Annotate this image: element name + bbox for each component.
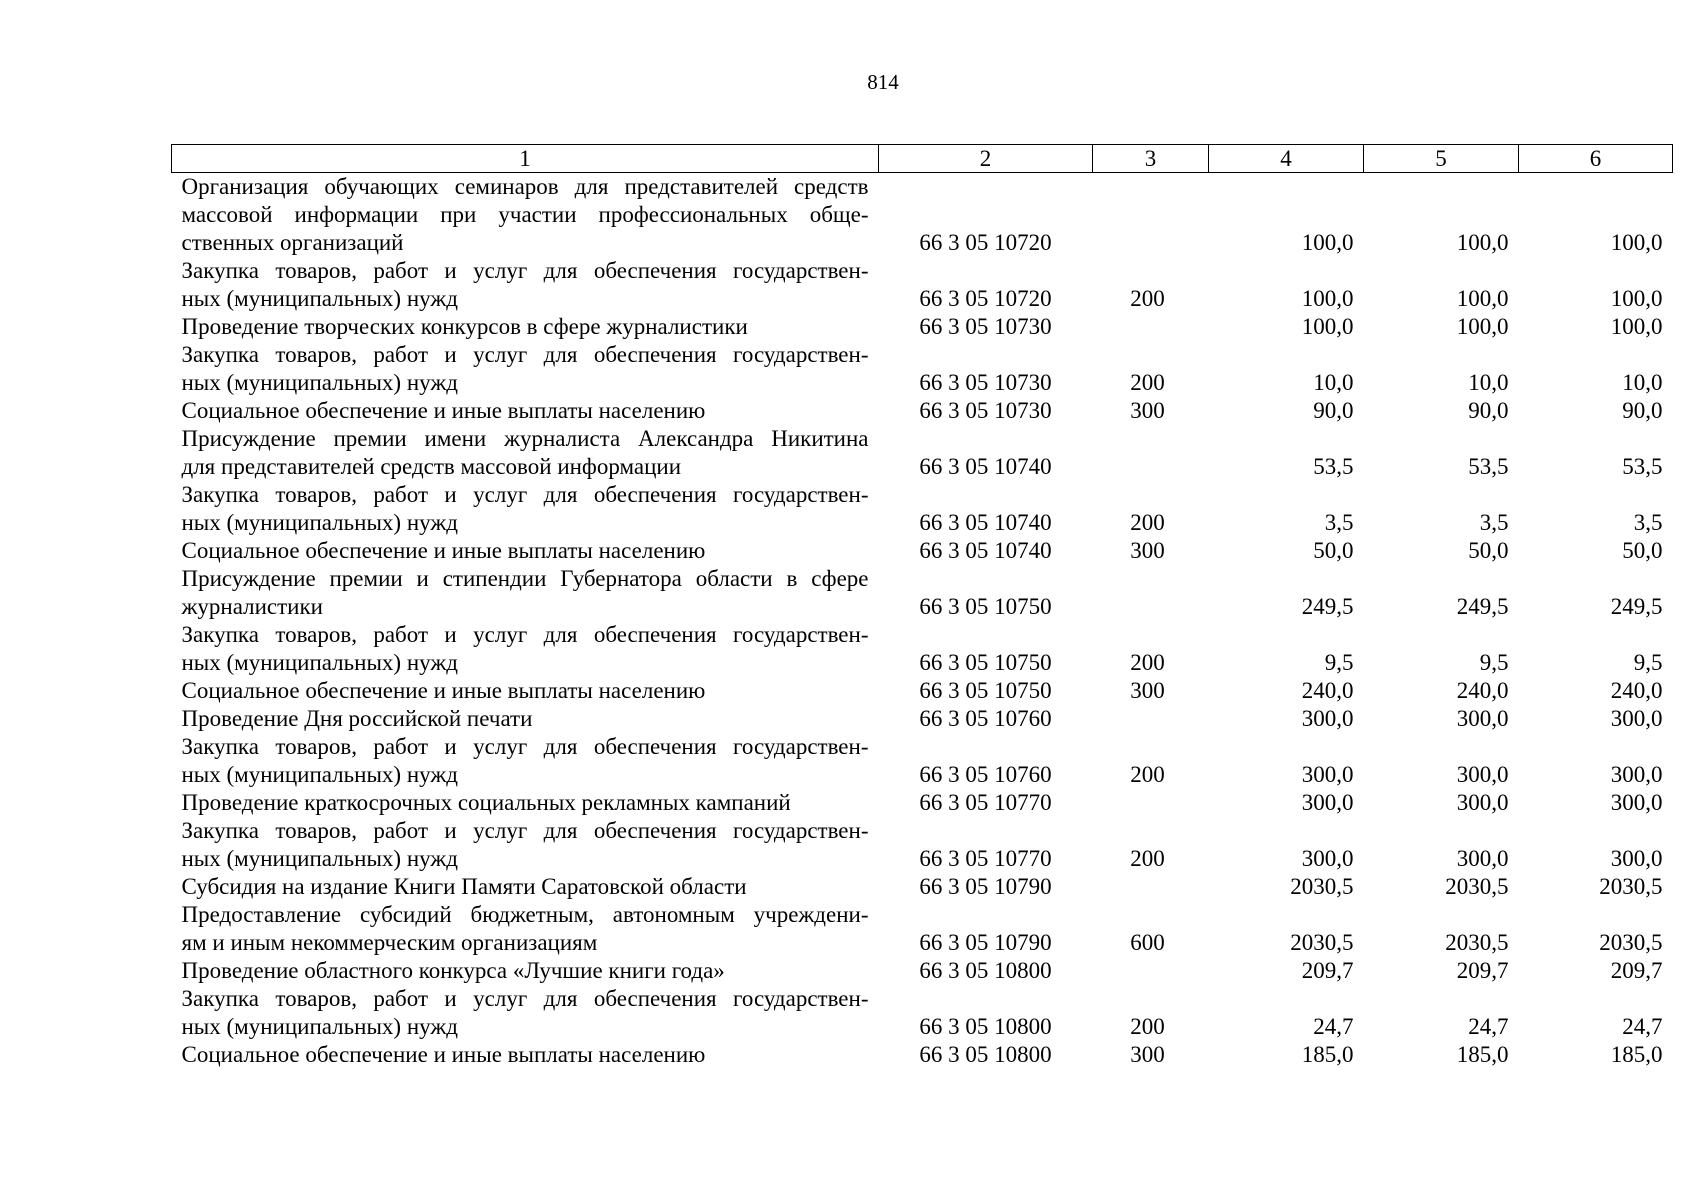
row-name-line: для представителей средств массовой информации: [181, 454, 682, 479]
table-row: [172, 425, 1673, 481]
row-name: [172, 257, 879, 313]
row-name: [172, 173, 879, 258]
row-value-col-5: 10,0: [1468, 370, 1509, 395]
row-value-col-6: 300,0: [1610, 790, 1663, 815]
table-row: [172, 789, 1673, 817]
row-name-line: ных (муниципальных) нужд: [181, 846, 458, 871]
row-value-col-6: 24,7: [1622, 1014, 1663, 1039]
table-row: [172, 481, 1673, 537]
row-code: 66 3 05 10740: [919, 510, 1052, 535]
row-name: [172, 901, 879, 957]
row-value-col-5: 300,0: [1456, 790, 1509, 815]
row-value-col-4: 24,7: [1313, 1014, 1354, 1039]
row-value-col-6: 2030,5: [1599, 930, 1663, 955]
row-value-col-5: 100,0: [1456, 286, 1509, 311]
row-name: [172, 677, 879, 705]
row-value-col-6: 2030,5: [1599, 874, 1663, 899]
row-value-col-4: 300,0: [1301, 846, 1354, 871]
row-name-line: Присуждение премии и стипендии Губернатора области в сфере: [181, 566, 869, 591]
row-name-line: Организация обучающих семинаров для представителей средств: [181, 174, 869, 199]
row-name-line: ям и иным некоммерческим организациям: [181, 930, 598, 955]
row-value-col-5: 3,5: [1479, 510, 1509, 535]
row-value-col-4: 2030,5: [1290, 874, 1354, 899]
row-value-col-4: 300,0: [1301, 762, 1354, 787]
row-expense-type: 200: [1130, 1014, 1165, 1039]
row-expense-type: 300: [1130, 1042, 1165, 1067]
row-code: 66 3 05 10790: [919, 930, 1052, 955]
row-value-col-4: 50,0: [1313, 538, 1354, 563]
row-value-col-5: 300,0: [1456, 846, 1509, 871]
table-row: [172, 677, 1673, 705]
row-value-col-4: 100,0: [1301, 230, 1354, 255]
row-name-line: ных (муниципальных) нужд: [181, 650, 458, 675]
page-number: 814: [867, 70, 899, 94]
row-value-col-5: 2030,5: [1445, 874, 1509, 899]
row-value-col-4: 9,5: [1324, 650, 1354, 675]
row-value-col-4: 249,5: [1301, 594, 1354, 619]
header-col-2: 2: [879, 145, 1093, 173]
row-name: [172, 817, 879, 873]
row-name: [172, 565, 879, 621]
row-name-line: Закупка товаров, работ и услуг для обеспечения государствен-: [181, 342, 869, 367]
table-row: [172, 985, 1673, 1041]
row-name: [172, 1041, 879, 1069]
row-value-col-5: 240,0: [1456, 678, 1509, 703]
row-value-col-5: 300,0: [1456, 762, 1509, 787]
row-expense-type: 600: [1130, 930, 1165, 955]
row-name: [172, 481, 879, 537]
row-expense-type: 200: [1130, 510, 1165, 535]
row-expense-type: [1093, 173, 1209, 258]
row-name: [172, 425, 879, 481]
row-expense-type: 300: [1130, 538, 1165, 563]
row-name: [172, 733, 879, 789]
row-name: [172, 313, 879, 341]
header-col-6: 6: [1519, 145, 1673, 173]
table-row: [172, 733, 1673, 789]
row-code: 66 3 05 10800: [919, 1042, 1052, 1067]
table-row: [172, 621, 1673, 677]
row-value-col-4: 100,0: [1301, 314, 1354, 339]
row-name-line: массовой информации при участии профессиональных обще-: [181, 202, 869, 227]
header-col-5: 5: [1364, 145, 1519, 173]
row-value-col-6: 185,0: [1610, 1042, 1663, 1067]
row-value-col-6: 9,5: [1633, 650, 1663, 675]
row-value-col-5: 185,0: [1456, 1042, 1509, 1067]
row-value-col-4: 10,0: [1313, 370, 1354, 395]
row-value-col-6: 209,7: [1610, 958, 1663, 983]
table-row: [172, 705, 1673, 733]
row-name: [172, 341, 879, 397]
row-name-line: Закупка товаров, работ и услуг для обеспечения государствен-: [181, 622, 869, 647]
row-value-col-4: 300,0: [1301, 706, 1354, 731]
row-value-col-5: 300,0: [1456, 706, 1509, 731]
row-expense-type: [1093, 957, 1209, 985]
row-value-col-5: 90,0: [1468, 398, 1509, 423]
row-value-col-4: 2030,5: [1290, 930, 1354, 955]
table-row: [172, 565, 1673, 621]
row-value-col-4: 90,0: [1313, 398, 1354, 423]
table-row: [172, 537, 1673, 565]
row-code: 66 3 05 10730: [919, 370, 1052, 395]
table-row: [172, 313, 1673, 341]
row-name-line: Социальное обеспечение и иные выплаты населению: [181, 538, 706, 563]
row-name-line: Проведение краткосрочных социальных рекламных кампаний: [181, 790, 791, 815]
row-expense-type: 200: [1130, 762, 1165, 787]
row-value-col-6: 100,0: [1610, 286, 1663, 311]
row-name-line: ных (муниципальных) нужд: [181, 286, 458, 311]
header-col-1: 1: [172, 145, 879, 173]
row-name-line: Закупка товаров, работ и услуг для обеспечения государствен-: [181, 818, 869, 843]
row-name: [172, 873, 879, 901]
row-value-col-6: 249,5: [1610, 594, 1663, 619]
row-name-line: Предоставление субсидий бюджетным, автономным учреждени-: [181, 902, 869, 927]
row-value-col-4: 185,0: [1301, 1042, 1354, 1067]
header-col-3: 3: [1093, 145, 1209, 173]
row-value-col-6: 100,0: [1610, 230, 1663, 255]
row-expense-type: 200: [1130, 650, 1165, 675]
row-code: 66 3 05 10760: [919, 762, 1052, 787]
row-code: 66 3 05 10740: [919, 538, 1052, 563]
row-code: 66 3 05 10720: [919, 230, 1052, 255]
row-value-col-5: 9,5: [1479, 650, 1509, 675]
row-name-line: ных (муниципальных) нужд: [181, 762, 458, 787]
row-value-col-6: 100,0: [1610, 314, 1663, 339]
row-name-line: журналистики: [181, 594, 323, 619]
row-code: 66 3 05 10800: [919, 958, 1052, 983]
row-value-col-5: 100,0: [1456, 230, 1509, 255]
row-expense-type: [1093, 565, 1209, 621]
row-value-col-4: 100,0: [1301, 286, 1354, 311]
row-name-line: ственных организаций: [181, 230, 404, 255]
row-name-line: ных (муниципальных) нужд: [181, 1014, 458, 1039]
row-name-line: Присуждение премии имени журналиста Александра Никитина: [181, 426, 869, 451]
row-name: [172, 957, 879, 985]
row-value-col-5: 209,7: [1456, 958, 1509, 983]
row-expense-type: [1093, 789, 1209, 817]
table-row: [172, 817, 1673, 873]
row-value-col-6: 53,5: [1622, 454, 1663, 479]
table-row: [172, 397, 1673, 425]
table-row: [172, 957, 1673, 985]
row-code: 66 3 05 10770: [919, 846, 1052, 871]
row-name: [172, 537, 879, 565]
row-name-line: Закупка товаров, работ и услуг для обеспечения государствен-: [181, 482, 869, 507]
row-name-line: Закупка товаров, работ и услуг для обеспечения государствен-: [181, 734, 869, 759]
row-value-col-6: 300,0: [1610, 762, 1663, 787]
row-value-col-5: 24,7: [1468, 1014, 1509, 1039]
row-expense-type: [1093, 873, 1209, 901]
row-value-col-5: 249,5: [1456, 594, 1509, 619]
row-value-col-4: 3,5: [1324, 510, 1354, 535]
row-name-line: ных (муниципальных) нужд: [181, 370, 458, 395]
row-name: [172, 789, 879, 817]
row-name-line: Закупка товаров, работ и услуг для обеспечения государствен-: [181, 986, 869, 1011]
table-row: [172, 1041, 1673, 1069]
table-body: [172, 173, 1673, 1070]
budget-table: [171, 144, 1673, 1069]
row-value-col-6: 90,0: [1622, 398, 1663, 423]
row-name-line: Проведение Дня российской печати: [181, 706, 533, 731]
row-value-col-5: 100,0: [1456, 314, 1509, 339]
row-expense-type: 200: [1130, 846, 1165, 871]
row-value-col-6: 50,0: [1622, 538, 1663, 563]
row-expense-type: 300: [1130, 398, 1165, 423]
row-code: 66 3 05 10750: [919, 594, 1052, 619]
row-name: [172, 705, 879, 733]
row-value-col-4: 209,7: [1301, 958, 1354, 983]
row-name-line: ных (муниципальных) нужд: [181, 510, 458, 535]
row-value-col-6: 3,5: [1633, 510, 1663, 535]
row-name: [172, 621, 879, 677]
row-code: 66 3 05 10750: [919, 678, 1052, 703]
row-expense-type: 300: [1130, 678, 1165, 703]
row-expense-type: 200: [1130, 370, 1165, 395]
row-code: 66 3 05 10750: [919, 650, 1052, 675]
row-name-line: Проведение творческих конкурсов в сфере журналистики: [181, 314, 748, 339]
table-row: [172, 901, 1673, 957]
row-value-col-6: 300,0: [1610, 706, 1663, 731]
row-value-col-5: 2030,5: [1445, 930, 1509, 955]
row-name-line: Проведение областного конкурса «Лучшие книги года»: [181, 958, 725, 983]
row-code: 66 3 05 10730: [919, 314, 1052, 339]
row-name-line: Социальное обеспечение и иные выплаты населению: [181, 1042, 706, 1067]
row-value-col-6: 240,0: [1610, 678, 1663, 703]
row-name: [172, 985, 879, 1041]
row-value-col-5: 53,5: [1468, 454, 1509, 479]
row-expense-type: [1093, 705, 1209, 733]
row-name-line: Закупка товаров, работ и услуг для обеспечения государствен-: [181, 258, 869, 283]
table-row: [172, 257, 1673, 313]
row-code: 66 3 05 10790: [919, 874, 1052, 899]
row-code: 66 3 05 10800: [919, 1014, 1052, 1039]
row-name-line: Социальное обеспечение и иные выплаты населению: [181, 398, 706, 423]
row-value-col-4: 53,5: [1313, 454, 1354, 479]
table-row: [172, 341, 1673, 397]
row-code: 66 3 05 10760: [919, 706, 1052, 731]
row-value-col-5: 50,0: [1468, 538, 1509, 563]
row-expense-type: [1093, 313, 1209, 341]
table-header-row: [172, 145, 1673, 173]
row-expense-type: 200: [1130, 286, 1165, 311]
table-row: [172, 873, 1673, 901]
row-name-line: Субсидия на издание Книги Памяти Саратовской области: [181, 874, 747, 899]
row-name: [172, 397, 879, 425]
row-expense-type: [1093, 425, 1209, 481]
row-code: 66 3 05 10730: [919, 398, 1052, 423]
row-value-col-4: 240,0: [1301, 678, 1354, 703]
row-value-col-6: 300,0: [1610, 846, 1663, 871]
row-value-col-4: 300,0: [1301, 790, 1354, 815]
row-code: 66 3 05 10720: [919, 286, 1052, 311]
header-col-4: 4: [1209, 145, 1364, 173]
row-code: 66 3 05 10770: [919, 790, 1052, 815]
row-value-col-6: 10,0: [1622, 370, 1663, 395]
row-code: 66 3 05 10740: [919, 454, 1052, 479]
row-name-line: Социальное обеспечение и иные выплаты населению: [181, 678, 706, 703]
table-row: [172, 173, 1673, 258]
